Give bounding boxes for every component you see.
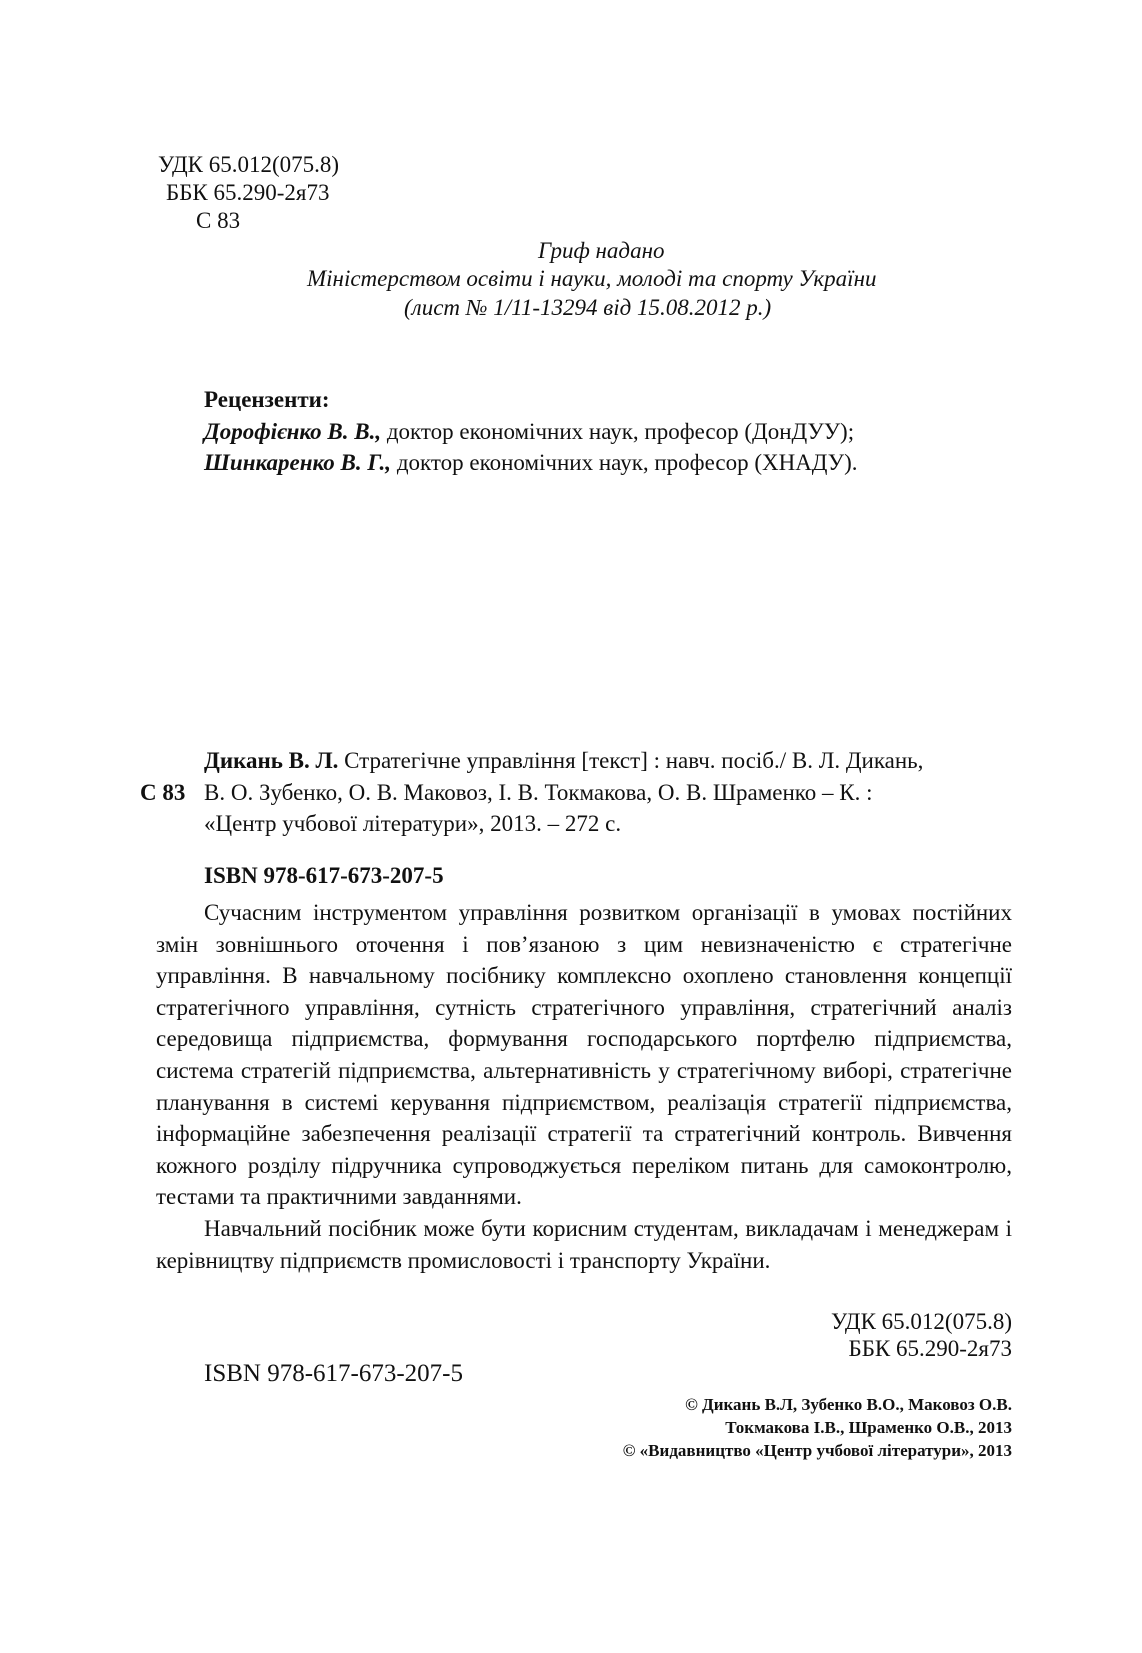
reviewer-details: доктор економічних наук, професор (ДонДУУ); (381, 419, 855, 444)
abstract-paragraph-2: Навчальний посібник може бути корисним студентам, викладачам і менеджерам і керівництву підприємств промисловості і транспорту України. (156, 1215, 1012, 1273)
author-mark: С 83 (196, 208, 241, 233)
footer-bbk: ББК 65.290-2я73 (848, 1336, 1012, 1361)
bibliography-title: Стратегічне управління [текст] : навч. посіб./ В. Л. Дикань, (338, 748, 924, 773)
reviewers-title: Рецензенти: (204, 387, 330, 412)
isbn-bold: ISBN 978-617-673-207-5 (204, 863, 444, 888)
copyright-authors: © Дикань В.Л, Зубенко В.О., Маковоз О.В. (685, 1395, 1012, 1414)
footer-isbn: ISBN 978-617-673-207-5 (204, 1360, 464, 1387)
grif-line-1: Гриф надано (538, 238, 665, 263)
abstract-paragraph-1: Сучасним інструментом управління розвитком організації в умовах постійних змін зовнішнього оточення і пов’язаною з цим невизначеністю є стратегічне управління. В навчальному посібнику комплексно охоплено становлення концепції стратегічного управління, сутність стратегічного управління, стратегічний аналіз середовища підприємства, формування господарського портфелю підприємства, система стратегій підприємства, альтернативність у стратегічному виборі, стратегічне планування в системі керування підприємством, реалізація стратегії підприємства, інформаційне забезпечення реалізації стратегії та стратегічний контроль. Вивчення кожного розділу підручника супроводжується переліком питань для самоконтролю, тестами та практичними завданнями. (156, 900, 1012, 1210)
reviewer-name: Шинкаренко В. Г., (204, 450, 392, 475)
bibliography-line-1 (204, 747, 923, 775)
bibliography-mark: С 83 (140, 780, 186, 805)
reviewer-details: доктор економічних наук, професор (ХНАДУ). (391, 450, 858, 475)
bbk-code: ББК 65.290-2я73 (166, 180, 330, 205)
reviewer-name: Дорофієнко В. В., (204, 419, 382, 444)
reviewer-1 (204, 418, 854, 446)
copyright-authors-cont: Токмакова І.В., Шраменко О.В., 2013 (725, 1418, 1012, 1437)
grif-line-3: (лист № 1/11-13294 від 15.08.2012 р.) (404, 295, 772, 320)
grif-line-2: Міністерством освіти і науки, молоді та спорту України (307, 266, 877, 291)
reviewer-2 (204, 449, 857, 477)
copyright-publisher: © «Видавництво «Центр учбової літератури», 2013 (622, 1441, 1012, 1460)
udk-code: УДК 65.012(075.8) (158, 152, 340, 177)
bibliography-line-3: «Центр учбової літератури», 2013. – 272 с. (204, 811, 622, 836)
bibliography-author: Дикань В. Л. (204, 748, 339, 773)
abstract (156, 897, 1012, 1276)
footer-udk: УДК 65.012(075.8) (830, 1309, 1012, 1334)
bibliography-line-2: В. О. Зубенко, О. В. Маковоз, І. В. Токмакова, О. В. Шраменко – К. : (204, 780, 873, 805)
